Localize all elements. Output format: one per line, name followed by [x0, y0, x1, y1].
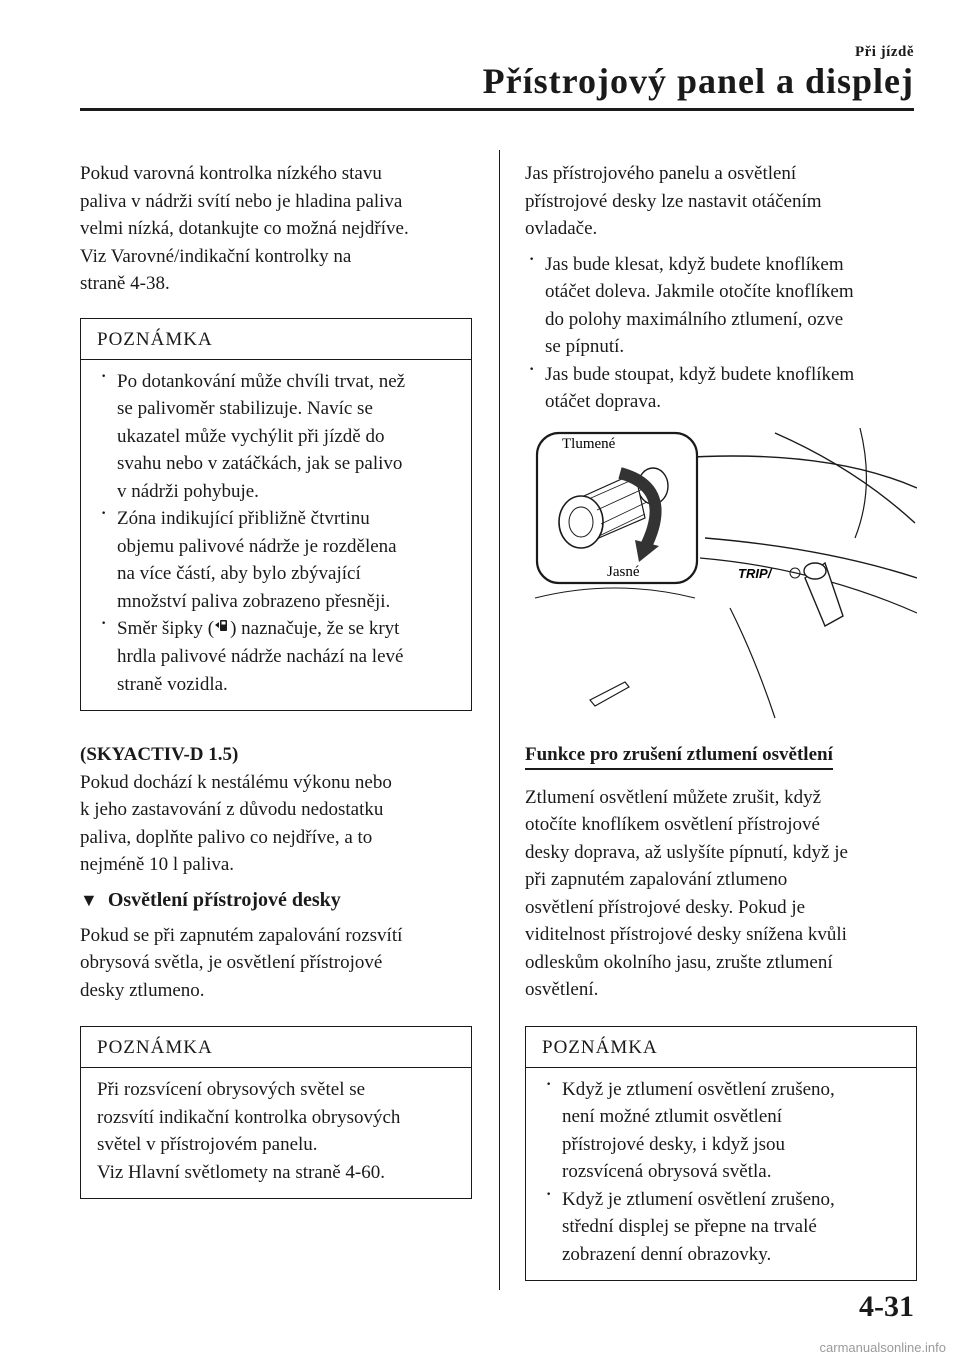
label-bright: Jasné: [607, 563, 640, 580]
left-intro: Pokud varovná kontrolka nízkého stavu paliva v nádrži svítí nebo je hladina paliva velmi nízká, dotankujte co možná nejdříve. Viz Varovné/indikační kontrolky na straně 4-38.: [80, 163, 409, 294]
left-column: [80, 160, 472, 1199]
note-heading: POZNÁMKA: [526, 1027, 916, 1068]
skyactiv-heading: (SKYACTIV-D 1.5): [80, 744, 239, 766]
note-bullet: · Když je ztlumení osvětlení zrušeno, není možné ztlumit osvětlení přístrojové desky, i když jsou rozsvícená obrysová světla.: [542, 1076, 900, 1186]
dash-text: Pokud se při zapnutém zapalování rozsvítí obrysová světla, je osvětlení přístrojové desky ztlumeno.: [80, 924, 403, 1001]
dimmer-knob-illustration: [525, 428, 917, 728]
note-bullet: · Zóna indikující přibližně čtvrtinu objemu palivové nádrže je rozdělena na více částí, aby bylo zbývající množství paliva zobrazeno přesněji.: [97, 505, 455, 615]
skyactiv-text: Pokud dochází k nestálému výkonu nebo k jeho zastavování z důvodu nedostatku paliva, doplňte palivo co nejdříve, a to nejméně 10 l paliva.: [80, 771, 392, 876]
function-text: Ztlumení osvětlení můžete zrušit, když otočíte knoflíkem osvětlení přístrojové desky doprava, až uslyšíte pípnutí, když je při zapnutém zapalování ztlumeno osvětlení přístrojové desky. Pokud je viditelnost přístrojové desky snížena kvůli odleskům okolního jasu, zrušte ztlumení osvětlení.: [525, 786, 848, 1000]
watermark: carmanualsonline.info: [819, 1340, 946, 1355]
trip-label: TRIP/: [738, 565, 772, 581]
fuel-cap-arrow-icon: [214, 616, 230, 644]
page-number: 4-31: [859, 1290, 914, 1323]
note-box-dimming: [525, 1026, 917, 1282]
right-intro: Jas přístrojového panelu a osvětlení přístrojové desky lze nastavit otáčením ovladače.: [525, 163, 822, 239]
note-bullet: · Po dotankování může chvíli trvat, než se palivoměr stabilizuje. Navíc se ukazatel může vychýlit při jízdě do svahu nebo v zatáčkách, jak se palivo v nádrži pohybuje.: [97, 368, 455, 506]
note-bullet: · Směr šipky ( ) naznačuje, že se kryt hrdla palivové nádrže nachází na levé straně vozidla.: [97, 615, 455, 698]
trip-knob: [804, 563, 843, 626]
column-divider: [499, 150, 500, 1290]
page-title: Přístrojový panel a displej: [482, 61, 914, 101]
dimmer-figure-svg: [525, 428, 917, 728]
note-box-lights: POZNÁMKA Při rozsvícení obrysových světel se rozsvítí indikační kontrolka obrysových světel v přístrojovém panelu. Viz Hlavní světlomety na straně 4-60.: [80, 1026, 472, 1199]
list-item: · Jas bude klesat, když budete knoflíkem otáčet doleva. Jakmile otočíte knoflíkem do polohy maximálního ztlumení, ozve se pípnutí.: [525, 251, 917, 361]
right-column: [525, 160, 917, 1281]
note-box-fuel: [80, 318, 472, 712]
label-dimmed: Tlumené: [562, 435, 616, 452]
note-bullet: · Když je ztlumení osvětlení zrušeno, střední displej se přepne na trvalé zobrazení denní obrazovky.: [542, 1186, 900, 1269]
subsection-heading: ▼ Osvětlení přístrojové desky: [80, 888, 341, 911]
list-item: · Jas bude stoupat, když budete knoflíkem otáčet doprava.: [525, 361, 917, 416]
header-section: Při jízdě: [854, 44, 914, 60]
triangle-marker-icon: ▼: [80, 889, 98, 910]
header-rule: [80, 108, 914, 111]
function-heading: Funkce pro zrušení ztlumení osvětlení: [525, 744, 833, 770]
note-heading: POZNÁMKA: [81, 1027, 471, 1068]
note-heading: POZNÁMKA: [81, 319, 471, 360]
